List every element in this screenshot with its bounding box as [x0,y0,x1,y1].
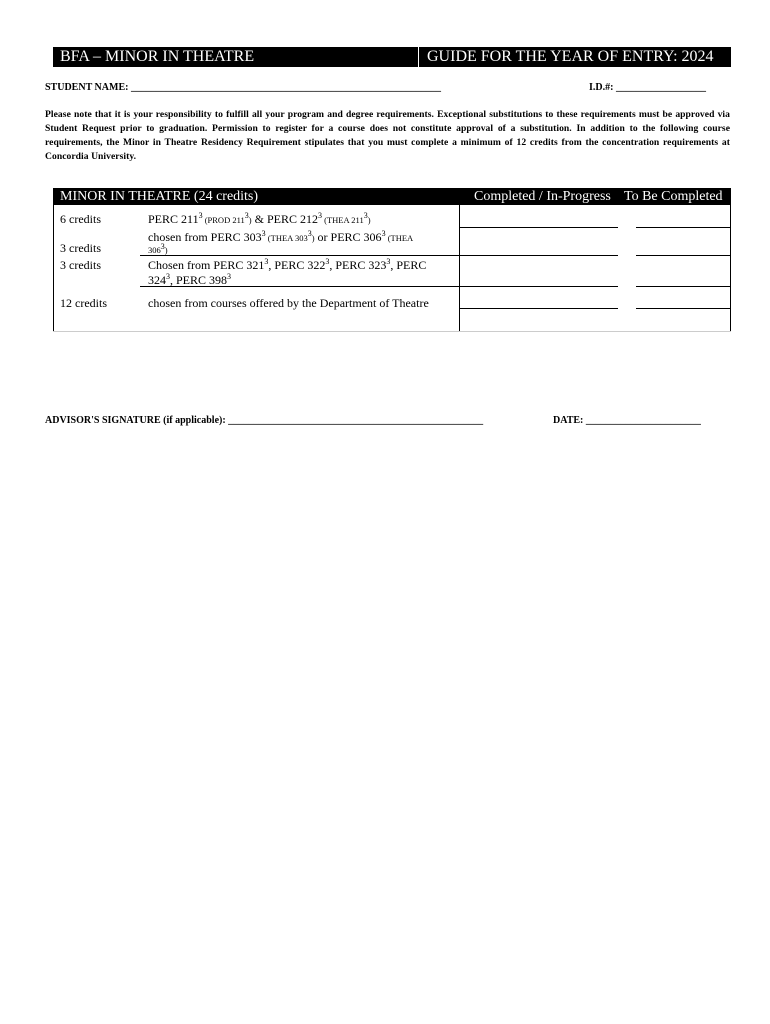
student-name-field[interactable]: STUDENT NAME: ______________________________________________________________ [45,82,441,93]
title-divider [418,47,419,67]
table-bottom-border [53,331,731,332]
to-be-completed-line[interactable] [636,227,730,228]
guide-title: GUIDE FOR THE YEAR OF ENTRY: 2024 [427,48,714,65]
column-completed-header: Completed / In-Progress [474,189,611,204]
date-field[interactable]: DATE: _______________________ [553,415,701,426]
table-mid-border [459,205,460,331]
row-course-text: PERC $211^3$ (PROD $211^3$) & PERC $212^3$ (THEA $211^3$) [148,211,371,226]
row-course-text: chosen from PERC $303^3$ (THEA $303^3$) or PERC $306^3$ (THEA [148,229,414,244]
row-course-text-continued: 3063) [148,242,168,255]
row-divider [140,255,459,256]
row-course-text: Chosen from PERC $321^3$, PERC $322^3$, PERC $323^3$, PERC [148,257,427,272]
completed-line[interactable] [460,227,618,228]
table-right-border [730,205,731,331]
completed-line[interactable] [460,286,618,287]
program-title: BFA – MINOR IN THEATRE [60,48,255,65]
table-left-border [53,205,54,331]
row-course-text-continued: $324^3$, PERC $398^3$ [148,272,232,287]
to-be-completed-line[interactable] [636,308,730,309]
completed-line[interactable] [460,255,618,256]
table-title: MINOR IN THEATRE (24 credits) [60,189,259,204]
column-to-be-completed-header: To Be Completed [624,189,723,204]
row-credits: 12 credits [60,296,107,310]
row-course-text: chosen from courses offered by the Department of Theatre [148,296,429,310]
to-be-completed-line[interactable] [636,255,730,256]
completed-line[interactable] [460,308,618,309]
notice-paragraph: Please note that it is your responsibility to fulfill all your program and degree requirements. Exceptional substitutions to these requirements must be approved via Student Request prior to graduation. Permission to register for a course does not constitute approval of a substitution. In addition to the following course requirements, the Minor in Theatre Residency Requirement stipulates that you must complete a minimum of 12 credits from the concentration requirements at Concordia University. [45,109,730,162]
student-id-field[interactable]: I.D.#: __________________ [589,82,706,93]
row-credits: 3 credits [60,258,101,272]
to-be-completed-line[interactable] [636,286,730,287]
row-credits: 3 credits [60,241,101,255]
row-credits: 6 credits [60,212,101,226]
advisor-signature-field[interactable]: ADVISOR'S SIGNATURE (if applicable): ___________________________________________________ [45,415,484,426]
